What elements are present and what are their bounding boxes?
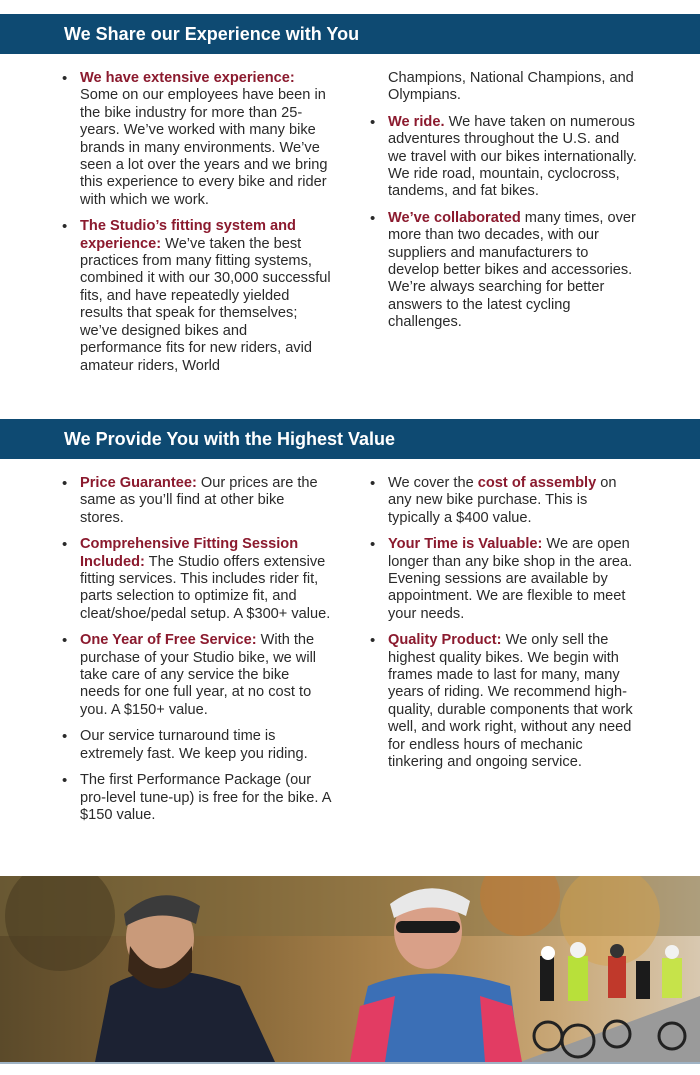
item-lead: We’ve collaborated	[388, 209, 521, 226]
list-item	[60, 70, 332, 209]
item-text: With the purchase of your Studio bike, we will take care of any service the bike needs for one full year, at no cost to you. A $150+ value.	[80, 632, 317, 718]
list-item	[368, 210, 640, 332]
item-lead: One Year of Free Service:	[80, 632, 257, 649]
experience-right-column	[368, 70, 640, 341]
item-text: Our prices are the same as you’ll find at other bike stores.	[80, 475, 318, 526]
item-lead: We ride.	[388, 113, 445, 130]
list-item	[60, 632, 332, 719]
list-item	[60, 218, 332, 375]
section-experience-header: We Share our Experience with You	[0, 14, 700, 54]
experience-left-column	[60, 70, 332, 384]
list-item	[368, 536, 640, 623]
cyclists-photo	[0, 876, 700, 1062]
item-lead: Quality Product:	[388, 632, 502, 649]
item-lead: Your Time is Valuable:	[388, 536, 543, 553]
section-value-header: We Provide You with the Highest Value	[0, 419, 700, 459]
list-item	[60, 536, 332, 623]
item-text: We only sell the highest quality bikes. We begin with frames made to last for many, many years of riding. We recommend high-quality, durable components that work well, and work right, without any need for endless hours of mechanic tinkering and ongoing service.	[388, 632, 633, 771]
item-text: many times, over more than two decades, with our suppliers and manufacturers to develop better bikes and accessories. We’re always searching for better answers to the latest cycling challenges.	[388, 209, 636, 331]
item-text: We have taken on numerous adventures throughout the U.S. and we travel with our bikes internationally. We ride road, mountain, cyclocross, tandems, and fat bikes.	[388, 113, 637, 200]
item-text: The first Performance Package (our pro-level tune-up) is free for the bike. A $150 value.	[80, 772, 331, 823]
list-item	[60, 475, 332, 527]
item-lead: We have extensive experience:	[80, 70, 295, 86]
item-text: We’ve taken the best practices from many fitting systems, combined it with our 30,000 successful fits, and have repeatedly yielded results that speak for themselves; we’ve designed bikes and performance fits for new riders, avid amateur riders, World	[80, 235, 331, 374]
list-item	[368, 114, 640, 201]
list-item	[60, 772, 332, 824]
item-lead: cost of assembly	[477, 475, 597, 491]
item-lead: Price Guarantee:	[80, 475, 197, 491]
value-left-column	[60, 475, 332, 833]
item-text: The Studio offers extensive fitting services. This includes rider fit, parts selection to optimize fit, and cleat/shoe/pedal setup. A $300+ value.	[80, 553, 331, 622]
value-right-column	[368, 475, 640, 781]
bottom-divider	[0, 1062, 700, 1064]
list-item-continuation	[368, 70, 640, 105]
item-text: Our service turnaround time is extremely fast. We keep you riding.	[80, 728, 308, 762]
list-item	[368, 475, 640, 527]
item-text: We are open longer than any bike shop in the area. Evening sessions are available by appointment. We are flexible to meet your needs.	[388, 536, 633, 622]
item-lead: Comprehensive Fitting Session Included:	[80, 536, 299, 570]
list-item	[368, 632, 640, 771]
item-text: Champions, National Champions, and Olympians.	[388, 70, 634, 104]
item-text: on any new bike purchase. This is typically a $400 value.	[388, 475, 617, 526]
list-item	[60, 728, 332, 763]
item-pre: We cover the	[388, 475, 478, 491]
item-text: Some on our employees have been in the bike industry for more than 25-years. We’ve worked with many bike brands in many environments. We’ve seen a lot over the years and we bring this experience to every bike and rider with which we work.	[80, 87, 328, 208]
item-lead: The Studio’s fitting system and experience:	[80, 218, 296, 252]
